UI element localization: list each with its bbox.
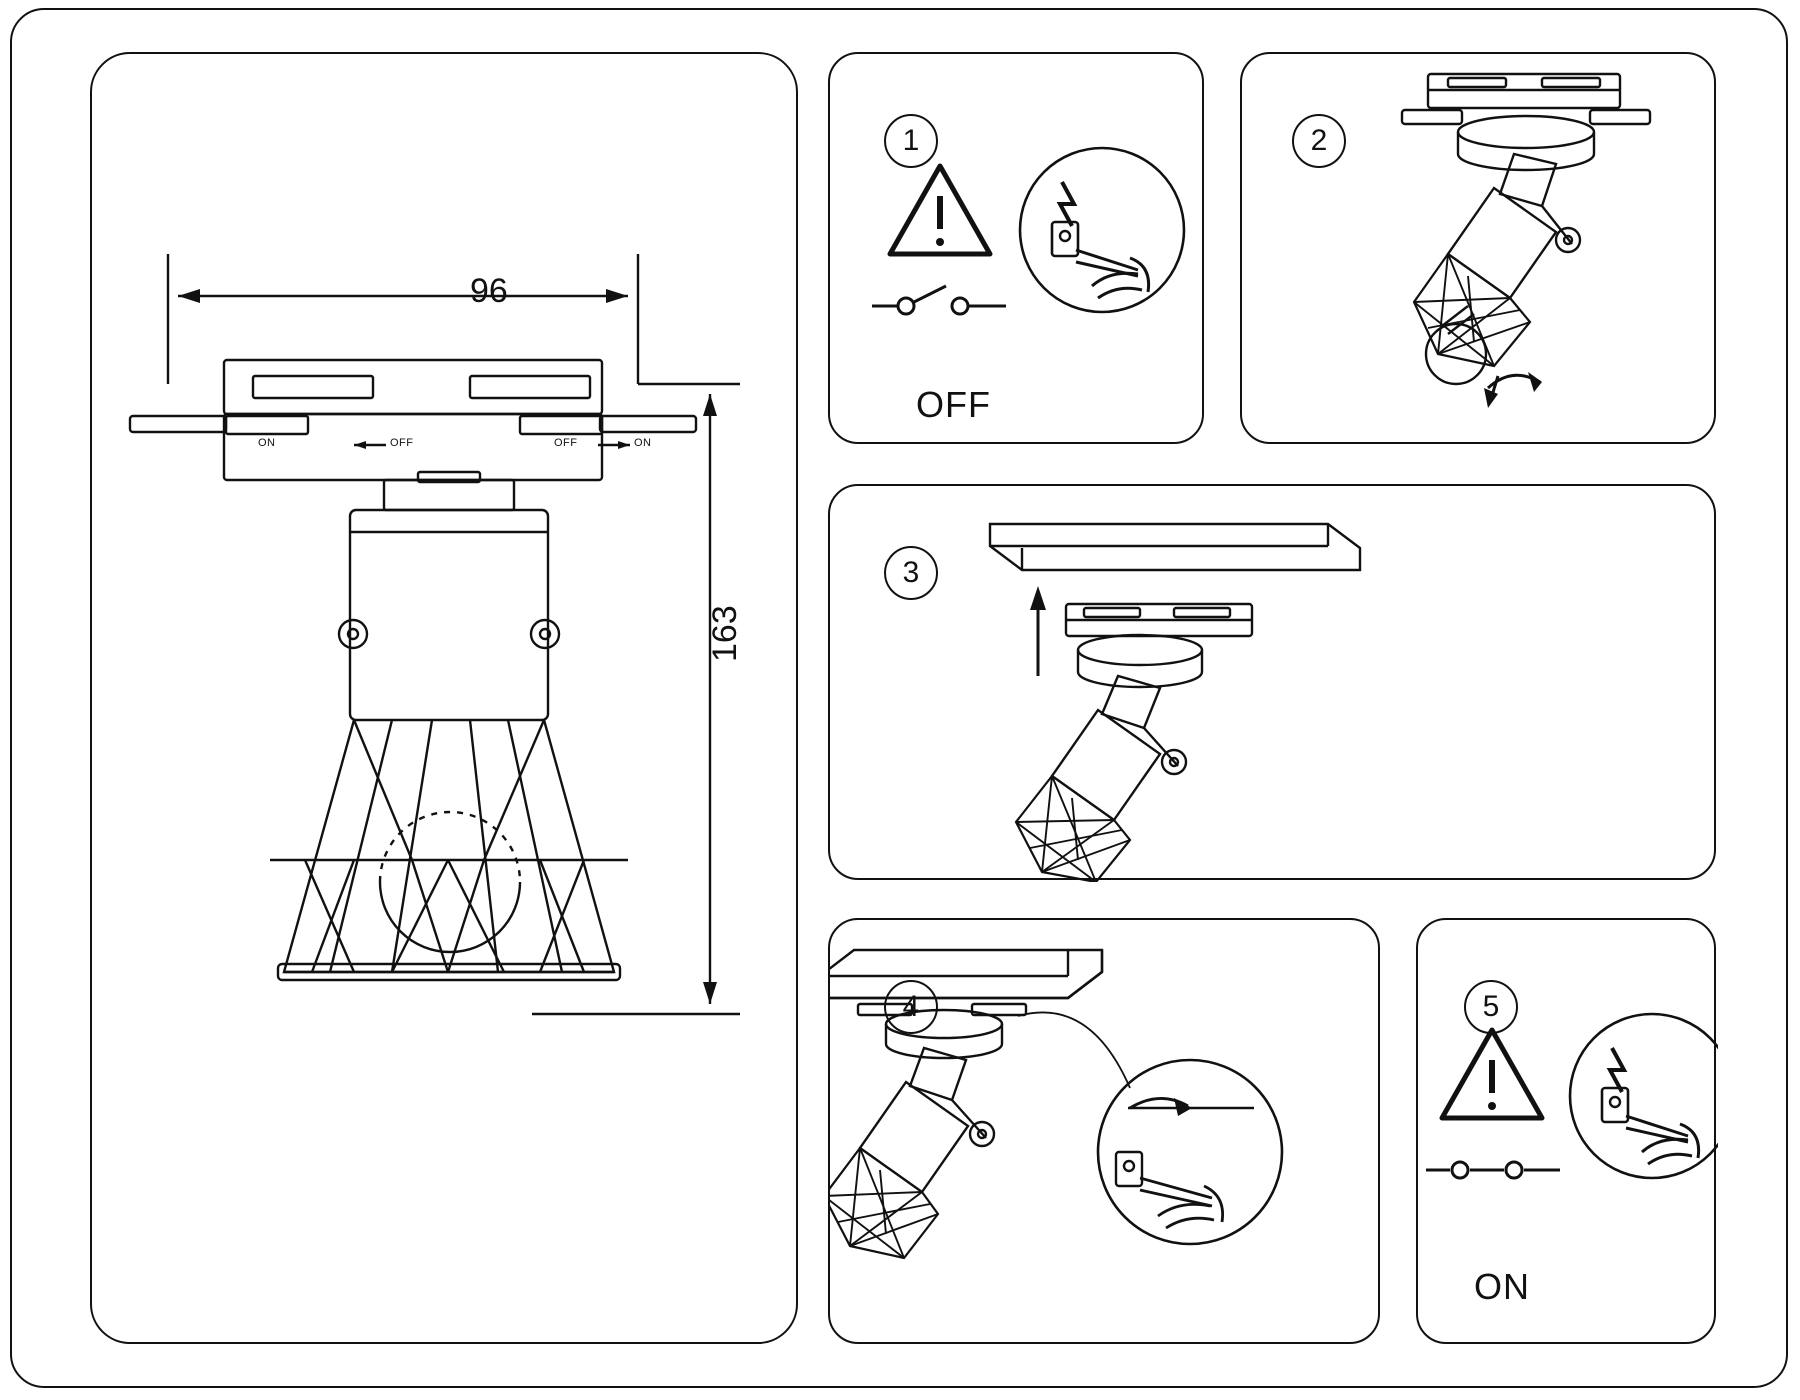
product-technical-drawing — [92, 54, 800, 1346]
width-dimension-label: 96 — [470, 272, 508, 310]
step-number-badge-1: 1 — [884, 114, 938, 168]
product-drawing-panel — [90, 52, 798, 1344]
step-number-badge-2: 2 — [1292, 114, 1346, 168]
step-panel-1 — [828, 52, 1204, 444]
step-number-badge-3: 3 — [884, 546, 938, 600]
step-panel-4 — [828, 918, 1380, 1344]
adapter-marking-on-left: ON — [258, 437, 276, 449]
step-number-badge-5: 5 — [1464, 980, 1518, 1034]
adapter-marking-off-left: OFF — [554, 437, 578, 449]
step-5-on-label: ON — [1474, 1266, 1530, 1307]
step-1-illustration — [830, 54, 1206, 446]
step-1-off-label: OFF — [916, 384, 991, 425]
step-2-illustration — [1242, 54, 1718, 446]
step-panel-5 — [1416, 918, 1716, 1344]
step-5-illustration — [1418, 920, 1718, 1346]
step-number-badge-4: 4 — [884, 980, 938, 1034]
step-4-illustration — [830, 920, 1382, 1346]
height-dimension-label: 163 — [706, 605, 744, 662]
adapter-marking-off-right: OFF — [390, 437, 414, 449]
adapter-marking-on-right: ON — [634, 437, 652, 449]
step-panel-2 — [1240, 52, 1716, 444]
step-3-illustration — [830, 486, 1718, 882]
step-panel-3 — [828, 484, 1716, 880]
